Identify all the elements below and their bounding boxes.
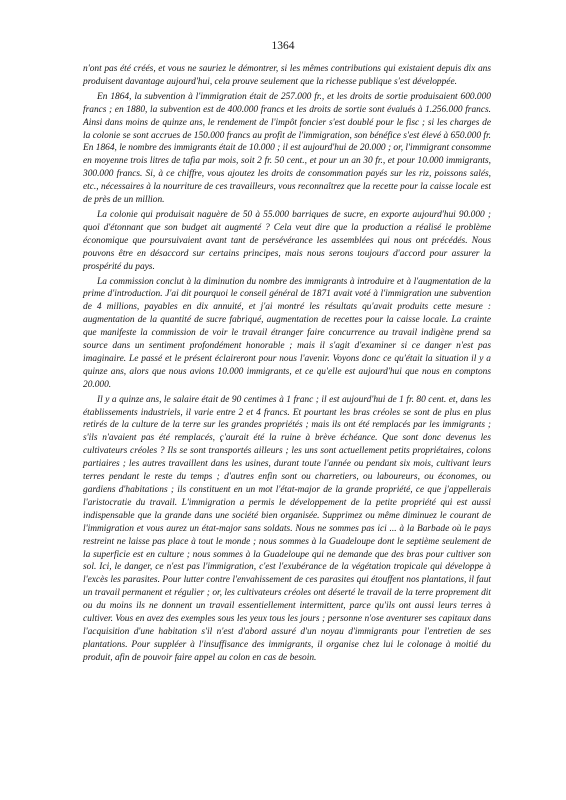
paragraph-continuation: n'ont pas été créés, et vous ne sauriez le démontrer, si les mêmes contributions qui existaient depuis dix ans produisent davantage aujourd'hui, cela prouve seulement que la richesse publique s'est développée. — [83, 64, 491, 87]
body-text — [83, 63, 491, 667]
paragraph-subvention-1864: En 1864, la subvention à l'immigration était de 257.000 fr., et les droits de sortie produisaient 600.000 francs ; en 1880, la subvention est de 400.000 francs et les droits de sortie sont évalués à 1.256.000 francs. Ainsi dans moins de quinze ans, le rendement de l'impôt foncier s'est doublé pour le fisc ; si les charges de la colonie se sont accrues de 150.000 francs au profit de l'immigration, son bénéfice s'est élevé à 650.000 fr. En 1864, le nombre des immigrants était de 10.000 ; il est aujourd'hui de 20.000 ; or, l'immigrant consomme en moyenne trois litres de tafia par mois, soit 2 fr. 50 cent., et pour un an 30 fr., et pour 10.000 immigrants, 300.000 francs. Si, à ce chiffre, vous ajoutez les droits de consommation payés sur les riz, poissons salés, etc., nécessaires à la nourriture de ces travailleurs, vous reconnaîtrez que la recette pour la caisse locale est de près de un million. — [83, 91, 491, 206]
page-number: 1364 — [271, 40, 295, 52]
paragraph-salaires: Il y a quinze ans, le salaire était de 90 centimes à 1 franc ; il est aujourd'hui de 1 fr. 80 cent. et, dans les établissements industriels, il varie entre 2 et 4 francs. Et pourtant les bras créoles se sont de plus en plus retirés de la culture de la terre sur les grandes propriétés ; mais ils ont été remplacés par les immigrants ; s'ils n'avaient pas été remplacés, ç'aurait été la ruine à brève échéance. Que sont donc devenus les cultivateurs créoles ? Ils se sont transportés ailleurs ; les uns sont actuellement petits propriétaires, colons partiaires ; les autres travaillent dans les usines, durant toute l'année ou pendant six mois, cultivant leurs terres pendant le reste du temps ; d'autres enfin sont ou charretiers, ou laboureurs, ou économes, ou gardiens d'habitations ; ils constituent en un mot l'état-major de la grande propriété, ce que j'appellerais l'aristocratie du travail. L'immigration a permis le développement de la petite propriété qui est aussi indispensable que la grande dans une société bien organisée. Supprimez ou même diminuez le courant de l'immigration et vous aurez un état-major sans soldats. Nous ne sommes pas ici ... à la Barbade où le pays restreint ne laisse pas place à tout le monde ; nous sommes à la Guadeloupe dont le septième seulement de la superficie est en culture ; nous sommes à la Guadeloupe qui ne demande que des bras pour cultiver son sol. Ici, le danger, ce n'est pas l'immigration, c'est l'exubérance de la végétation tropicale qui développe à l'excès les parasites. Pour lutter contre l'envahissement de ces parasites qui étouffent nos plantations, il faut un travail permanent et régulier ; or, les cultivateurs créoles ont déserté le travail de la terre proprement dit ou du moins ils ne donnent un travail essentiellement intermittent, parce qu'ils ont aussi leurs terres à cultiver. Vous en avez des exemples sous les yeux tous les jours ; personne n'ose aventurer ses capitaux dans l'acquisition d'une habitation s'il n'est d'abord assuré d'un noyau d'immigrants pour l'entretien de ses plantations. Pour suppléer à l'insuffisance des immigrants, il organise chez lui le colonage à moitié du produit, afin de pouvoir faire appel au colon en cas de besoin. — [83, 394, 491, 663]
paragraph-commission: La commission conclut à la diminution du nombre des immigrants à introduire et à l'augmentation de la prime d'introduction. J'ai dit pourquoi le conseil général de 1871 avait voté à l'immigration une subvention de 4 millions, payables en dix annuité, et j'ai montré les résultats qu'avait produits cette mesure : augmentation de la quantité de sucre fabriqué, augmentation de recettes pour la caisse locale. La crainte que manifeste la commission de voir le travail étranger faire concurrence au travail indigène prend sa source dans un sentiment profondément honorable ; mais il s'agit d'examiner si ce danger n'est pas imaginaire. Le passé et le présent éclaireront pour nous l'avenir. Voyons donc ce qu'était la situation il y a quinze ans, alors que nous avions 10.000 immigrants, et ce qu'elle est aujourd'hui que nous en comptons 20.000. — [83, 276, 491, 390]
paragraph-production-sucre: La colonie qui produisait naguère de 50 à 55.000 barriques de sucre, en exporte aujourd'hui 90.000 ; quoi d'étonnant que son budget ait augmenté ? Cela veut dire que la production a réalisé le problème économique que poursuivaient avant tant de persévérance les assemblées qui nous ont précédés. Nous pouvons être en désaccord sur certains principes, mais nous serons toujours d'accord pour assurer la prospérité du pays. — [83, 209, 491, 272]
